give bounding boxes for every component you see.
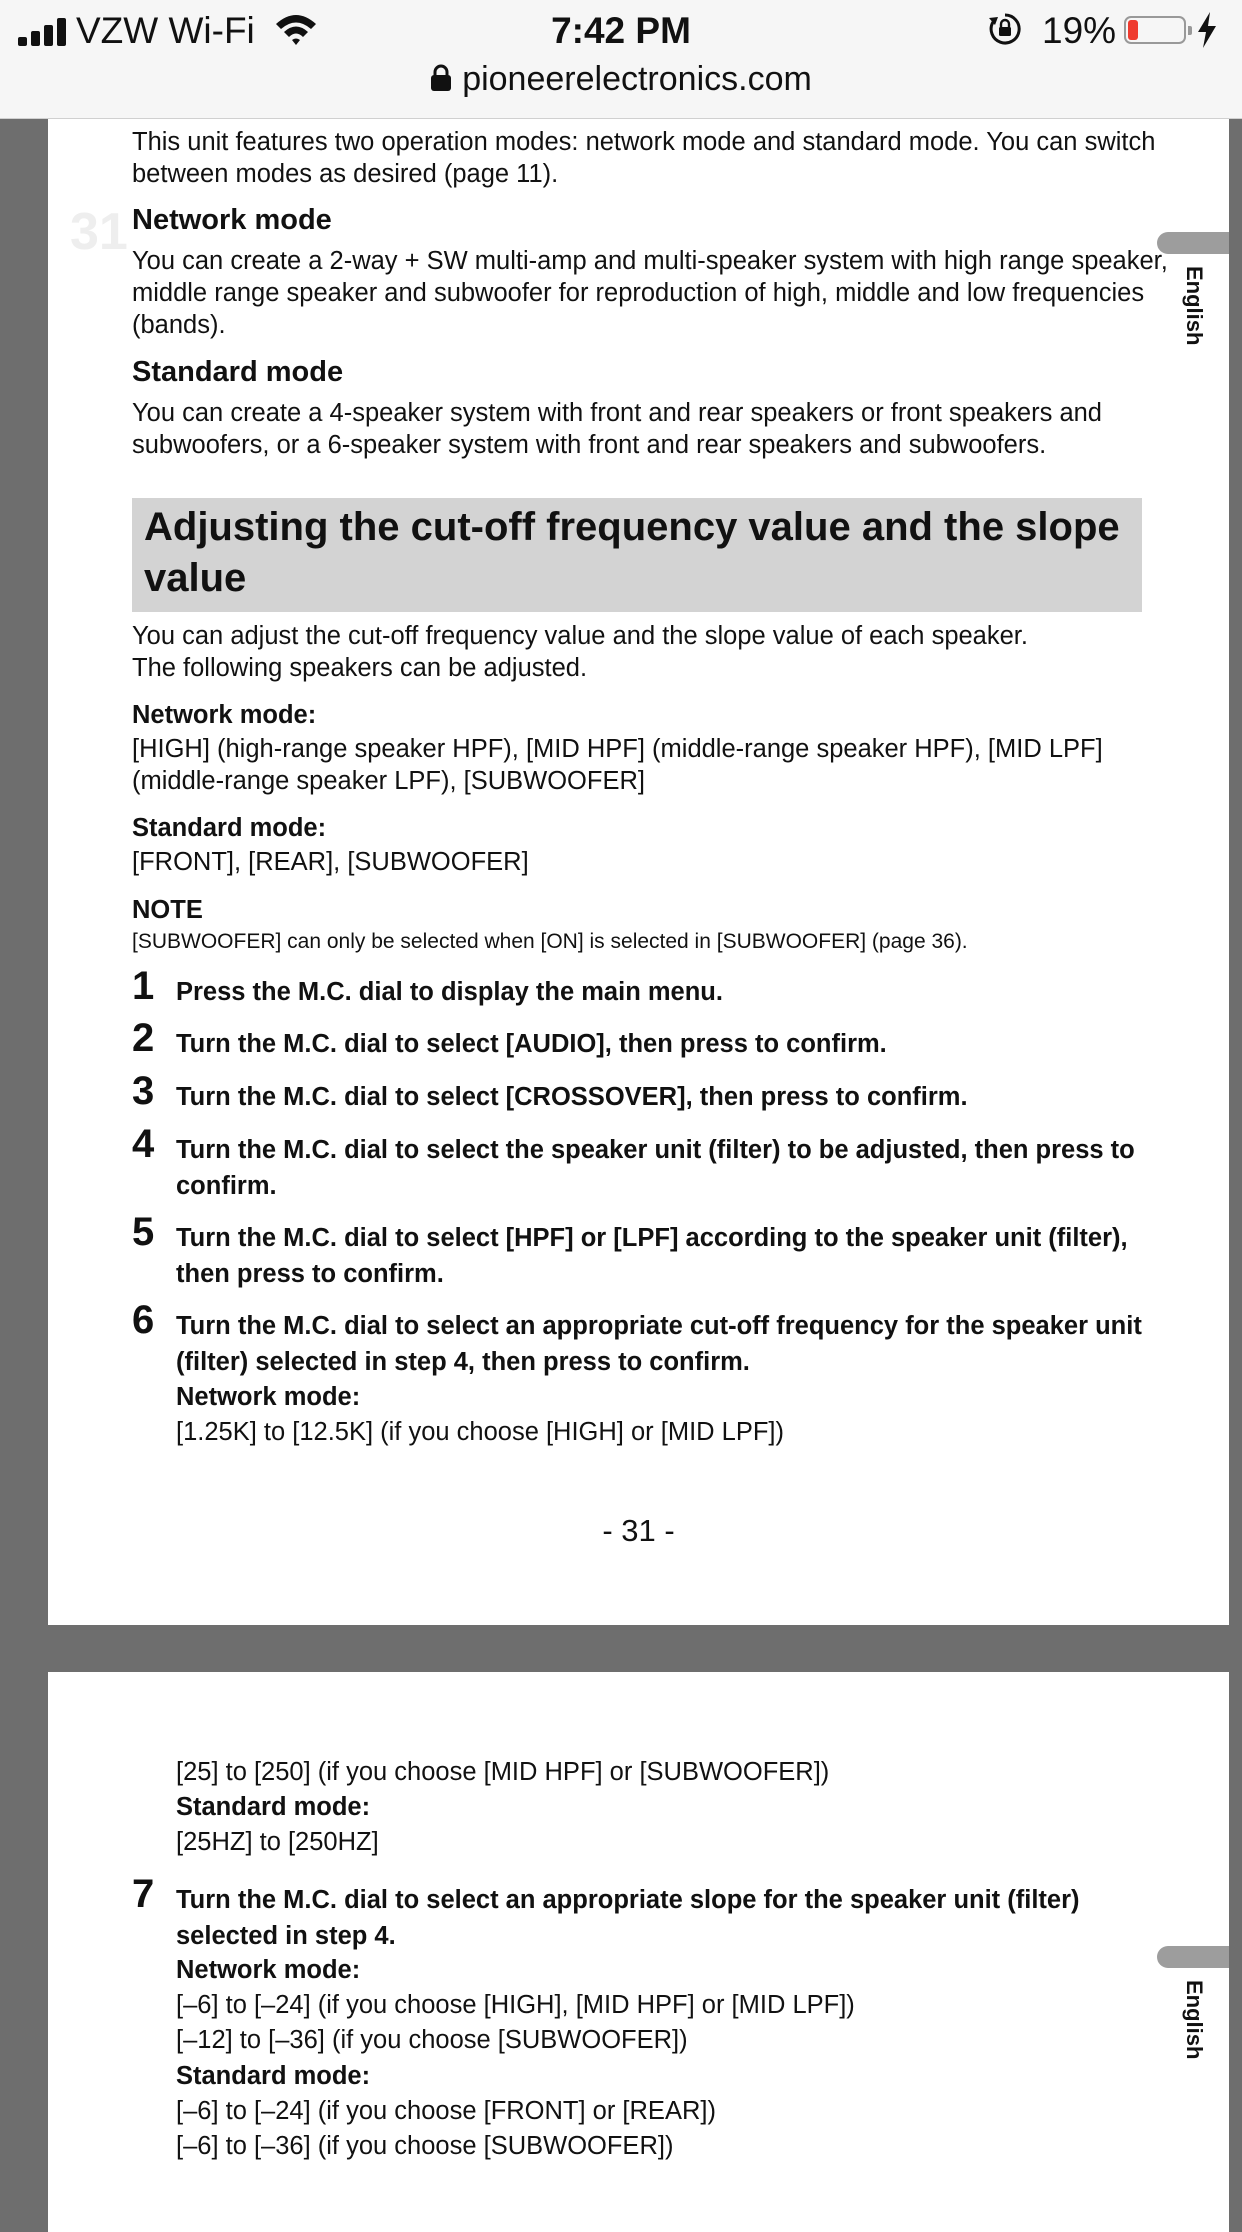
step-text: Turn the M.C. dial to select [HPF] or [LPF] according to the speaker unit (filter), then press to confirm.	[176, 1224, 1128, 1288]
step-7-network-range-1: [–6] to [–24] (if you choose [HIGH], [MID HPF] or [MID LPF])	[176, 1991, 855, 2019]
network-speakers-list: [HIGH] (high-range speaker HPF), [MID HPF] (middle-range speaker HPF), [MID LPF] (middle-range speaker LPF), [SUBWOOFER]	[132, 735, 1103, 795]
step-6-network-label: Network mode:	[176, 1383, 361, 1411]
step-number: 7	[132, 1872, 155, 1916]
battery-percent: 19%	[1042, 10, 1117, 51]
network-mode-heading: Network mode	[132, 204, 332, 236]
standard-speakers-list: [FRONT], [REAR], [SUBWOOFER]	[132, 848, 529, 876]
step-number: 1	[132, 964, 155, 1008]
note-label: NOTE	[132, 896, 203, 924]
step-number: 2	[132, 1016, 155, 1060]
section-intro-line-2: The following speakers can be adjusted.	[132, 654, 588, 682]
step-text: Turn the M.C. dial to select an appropriate slope for the speaker unit (filter) selected in step 4.	[176, 1886, 1080, 1950]
address-bar[interactable]	[0, 60, 1242, 99]
pdf-page-32	[48, 1672, 1229, 2232]
status-bar	[0, 0, 1242, 62]
status-time: 7:42 PM	[551, 10, 691, 51]
side-tab-language: English	[1182, 1980, 1207, 2060]
charging-bolt-icon	[1196, 12, 1218, 48]
step-number: 5	[132, 1210, 155, 1254]
browser-top-bar	[0, 0, 1242, 119]
carrier-name: VZW Wi-Fi	[76, 10, 255, 51]
network-mode-label: Network mode:	[132, 701, 317, 729]
step-text: Turn the M.C. dial to select [CROSSOVER], then press to confirm.	[176, 1083, 968, 1111]
step-7-network-range-2: [–12] to [–36] (if you choose [SUBWOOFER])	[176, 2026, 688, 2054]
step-number: 4	[132, 1122, 155, 1166]
step-7-standard-range-1: [–6] to [–24] (if you choose [FRONT] or [REAR])	[176, 2097, 716, 2125]
section-title: Adjusting the cut-off frequency value and the slope value	[132, 498, 1142, 612]
step-7-standard-label: Standard mode:	[176, 2062, 371, 2090]
pdf-page-31	[48, 118, 1229, 1625]
url-domain: pioneerelectronics.com	[462, 60, 812, 98]
intro-text: This unit features two operation modes: network mode and standard mode. You can switch between modes as desired (page 11).	[132, 128, 1156, 188]
step-number: 6	[132, 1298, 155, 1342]
continued-range: [25] to [250] (if you choose [MID HPF] or [SUBWOOFER])	[176, 1758, 830, 1786]
faint-page-mark: 31	[70, 203, 128, 261]
step-6-network-range: [1.25K] to [12.5K] (if you choose [HIGH] or [MID LPF])	[176, 1418, 784, 1446]
battery-icon	[1124, 16, 1186, 44]
step-text: Turn the M.C. dial to select [AUDIO], then press to confirm.	[176, 1030, 887, 1058]
note-text: [SUBWOOFER] can only be selected when [ON] is selected in [SUBWOOFER] (page 36).	[132, 930, 968, 953]
standard-mode-text: You can create a 4-speaker system with front and rear speakers or front speakers and subwoofers, or a 6-speaker system with front and rear speakers and subwoofers.	[132, 399, 1102, 459]
standard-mode-heading: Standard mode	[132, 356, 344, 388]
standard-mode-label: Standard mode:	[176, 1793, 371, 1821]
step-text: Press the M.C. dial to display the main menu.	[176, 978, 723, 1006]
standard-mode-label: Standard mode:	[132, 814, 327, 842]
side-tab-language: English	[1182, 266, 1207, 346]
section-intro-line-1: You can adjust the cut-off frequency value and the slope value of each speaker.	[132, 622, 1028, 650]
step-7-network-label: Network mode:	[176, 1956, 361, 1984]
step-text: Turn the M.C. dial to select an appropriate cut-off frequency for the speaker unit (filter) selected in step 4, then press to confirm.	[176, 1312, 1142, 1376]
network-mode-text: You can create a 2-way + SW multi-amp and multi-speaker system with high range speaker, middle range speaker and subwoofer for reproduction of high, middle and low frequencies (bands).	[132, 247, 1168, 339]
orientation-lock-icon	[988, 12, 1022, 46]
step-text: Turn the M.C. dial to select the speaker unit (filter) to be adjusted, then press to confirm.	[176, 1136, 1135, 1200]
page-number: - 31 -	[602, 1513, 675, 1548]
step-7-standard-range-2: [–6] to [–36] (if you choose [SUBWOOFER])	[176, 2132, 674, 2160]
step-number: 3	[132, 1069, 155, 1113]
padlock-icon	[430, 64, 452, 92]
standard-range: [25HZ] to [250HZ]	[176, 1828, 379, 1856]
